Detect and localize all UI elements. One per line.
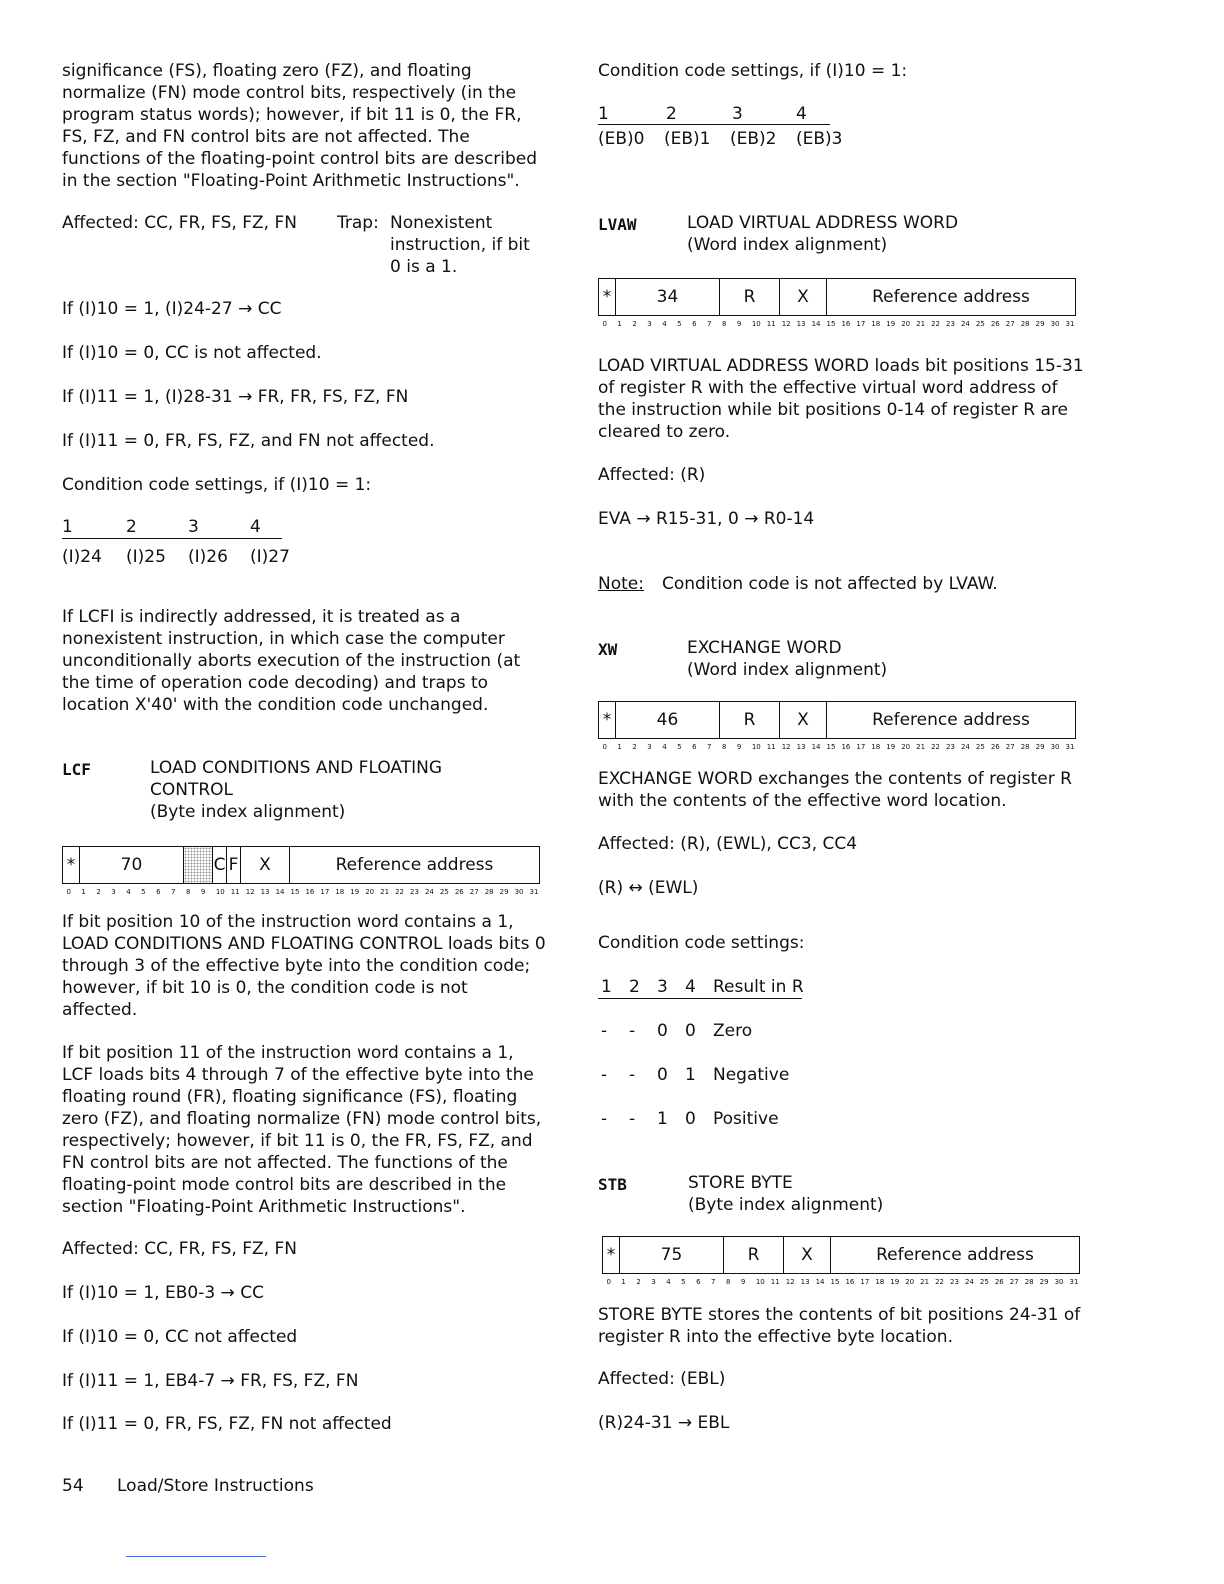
bit-number: 10 (755, 1278, 765, 1286)
xw-cc-row1-c1: - (601, 1021, 608, 1041)
xw-reference-address: Reference address (826, 702, 1075, 738)
xw-cc-row3-c4: 0 (685, 1109, 696, 1129)
bit-number: 10 (751, 743, 761, 751)
bit-number: 20 (905, 1278, 915, 1286)
bit-number: 21 (380, 888, 390, 896)
bit-number: 31 (1065, 320, 1075, 328)
xw-cc-row3-c1: - (601, 1109, 608, 1129)
lvaw-opcode: 34 (615, 279, 719, 315)
bit-number: 0 (606, 1278, 611, 1286)
bit-number: 23 (950, 1278, 959, 1286)
bit-number: 1 (81, 888, 86, 896)
lcf-affected: Affected: CC, FR, FS, FZ, FN (62, 1239, 297, 1259)
intro-paragraph: significance (FS), floating zero (FZ), and floating normalize (FN) mode control bits, respectively (in the program status words); however, if bit 11 is 0, the FR, FS, FZ, and FN control bits are not affected. The functions of the floating-point control bits are described in the section "Floating-Point Arithmetic Instructions". (62, 61, 538, 191)
lcf-cc-col-3: 3 (732, 104, 743, 124)
lcf-cc-val-3: (EB)2 (730, 129, 777, 149)
bit-number: 10 (215, 888, 225, 896)
bit-number: 17 (856, 743, 866, 751)
bit-number: 9 (736, 320, 742, 328)
xw-indirect-bit: * (602, 710, 612, 730)
lvaw-bit-scale (598, 320, 1076, 330)
bit-number: 9 (200, 888, 206, 896)
bit-number: 12 (781, 743, 791, 751)
footer-section-title: Load/Store Instructions (117, 1476, 314, 1496)
bit-number: 11 (770, 1278, 780, 1286)
lvaw-note: Condition code is not affected by LVAW. (662, 574, 998, 594)
bit-number: 4 (666, 1278, 671, 1286)
bit-number: 15 (830, 1278, 840, 1286)
bit-number: 21 (916, 320, 926, 328)
xw-mnemonic: XW (598, 640, 618, 659)
bit-number: 20 (365, 888, 375, 896)
bit-number: 7 (707, 743, 712, 751)
bit-number: 0 (602, 743, 607, 751)
cc-col-3: 3 (188, 517, 199, 537)
bit-number: 27 (1005, 743, 1015, 751)
lcf-index-field: X (240, 847, 289, 883)
affected-line: Affected: CC, FR, FS, FZ, FN (62, 213, 297, 233)
bit-number: 22 (395, 888, 405, 896)
stb-index-field: X (783, 1237, 830, 1273)
bit-number: 23 (410, 888, 419, 896)
stb-title: STORE BYTE (688, 1173, 793, 1193)
bit-number: 6 (156, 888, 161, 896)
xw-cc-header-3: 3 (657, 977, 668, 997)
footer-link-underline (126, 1556, 266, 1557)
bit-number: 5 (677, 320, 682, 328)
bit-number: 3 (647, 320, 652, 328)
bit-number: 24 (424, 888, 434, 896)
cc-val-3: (I)26 (188, 547, 228, 567)
xw-register-field: R (719, 702, 779, 738)
xw-cc-heading: Condition code settings: (598, 933, 805, 953)
bit-number: 13 (796, 743, 806, 751)
bit-number: 12 (785, 1278, 795, 1286)
equation-2: If (I)10 = 0, CC is not affected. (62, 343, 322, 363)
lvaw-instruction-format (598, 278, 1076, 316)
bit-number: 2 (632, 743, 637, 751)
lcfi-indirect-paragraph: If LCFI is indirectly addressed, it is treated as a nonexistent instruction, in which case the computer unconditionally aborts execution of the instruction (at the time of operation code decoding) and traps to location X'40' with the condition code unchanged. (62, 607, 521, 715)
lcf-equation-4: If (I)11 = 0, FR, FS, FZ, FN not affected (62, 1414, 392, 1434)
lcf-bit-scale (62, 888, 540, 898)
bit-number: 8 (721, 743, 727, 751)
xw-cc-header-2: 2 (629, 977, 640, 997)
lcf-mnemonic: LCF (62, 760, 91, 779)
bit-number: 25 (975, 743, 985, 751)
lcf-cc-col-4: 4 (796, 104, 807, 124)
bit-number: 21 (920, 1278, 930, 1286)
bit-number: 3 (651, 1278, 656, 1286)
cc-col-1: 1 (62, 517, 73, 537)
bit-number: 29 (1035, 743, 1045, 751)
bit-number: 26 (990, 743, 1000, 751)
bit-number: 0 (602, 320, 607, 328)
bit-number: 20 (901, 743, 911, 751)
bit-number: 19 (890, 1278, 900, 1286)
cc-val-1: (I)24 (62, 547, 102, 567)
lcf-paragraph-1: If bit position 10 of the instruction word contains a 1, LOAD CONDITIONS AND FLOATING CONTROL loads bits 0 through 3 of the effective byte into the condition code; however, if bit 10 is 0, the condition code is not affected. (62, 912, 546, 1020)
bit-number: 18 (335, 888, 345, 896)
xw-bit-scale (598, 743, 1076, 753)
cc-heading: Condition code settings, if (I)10 = 1: (62, 475, 372, 495)
equation-3: If (I)11 = 1, (I)28-31 → FR, FR, FS, FZ, FN (62, 387, 409, 407)
xw-cc-header-4: 4 (685, 977, 696, 997)
bit-number: 4 (662, 743, 667, 751)
xw-equation: (R) ↔ (EWL) (598, 878, 699, 898)
bit-number: 10 (751, 320, 761, 328)
bit-number: 18 (871, 743, 881, 751)
bit-number: 5 (681, 1278, 686, 1286)
cc-val-4: (I)27 (250, 547, 290, 567)
bit-number: 29 (1039, 1278, 1049, 1286)
bit-number: 15 (826, 743, 836, 751)
stb-indirect-bit: * (606, 1245, 616, 1265)
xw-affected: Affected: (R), (EWL), CC3, CC4 (598, 834, 858, 854)
cc-val-2: (I)25 (126, 547, 166, 567)
bit-number: 2 (636, 1278, 641, 1286)
lvaw-equation: EVA → R15-31, 0 → R0-14 (598, 509, 815, 529)
bit-number: 6 (692, 320, 697, 328)
bit-number: 22 (931, 320, 941, 328)
bit-number: 15 (290, 888, 300, 896)
bit-number: 23 (946, 320, 955, 328)
bit-number: 24 (960, 320, 970, 328)
lvaw-reference-address: Reference address (826, 279, 1075, 315)
lvaw-affected: Affected: (R) (598, 465, 706, 485)
stb-affected: Affected: (EBL) (598, 1369, 726, 1389)
lcf-equation-3: If (I)11 = 1, EB4-7 → FR, FS, FZ, FN (62, 1371, 359, 1391)
equation-4: If (I)11 = 0, FR, FS, FZ, and FN not affected. (62, 431, 435, 451)
lcf-indirect-bit: * (66, 855, 76, 875)
bit-number: 7 (171, 888, 176, 896)
lvaw-paragraph: LOAD VIRTUAL ADDRESS WORD loads bit positions 15-31 of register R with the effective virtual word address of the instruction while bit positions 0-14 of register R are cleared to zero. (598, 356, 1084, 442)
bit-number: 4 (126, 888, 131, 896)
bit-number: 1 (617, 743, 622, 751)
stb-instruction-format (602, 1236, 1080, 1274)
stb-register-field: R (723, 1237, 783, 1273)
cc-col-2: 2 (126, 517, 137, 537)
stb-bit-scale (602, 1278, 1080, 1288)
bit-number: 18 (871, 320, 881, 328)
lcf-title-line-1: LOAD CONDITIONS AND FLOATING (150, 758, 442, 778)
bit-number: 24 (960, 743, 970, 751)
bit-number: 17 (856, 320, 866, 328)
bit-number: 16 (841, 320, 851, 328)
bit-number: 31 (1065, 743, 1075, 751)
lcf-f-bit: F (226, 847, 240, 883)
bit-number: 3 (111, 888, 116, 896)
bit-number: 14 (815, 1278, 825, 1286)
bit-number: 1 (621, 1278, 626, 1286)
bit-number: 27 (1005, 320, 1015, 328)
bit-number: 13 (796, 320, 806, 328)
bit-number: 12 (781, 320, 791, 328)
bit-number: 9 (736, 743, 742, 751)
bit-number: 26 (454, 888, 464, 896)
lcf-cc-heading: Condition code settings, if (I)10 = 1: (598, 61, 908, 81)
bit-number: 11 (766, 320, 776, 328)
bit-number: 24 (964, 1278, 974, 1286)
bit-number: 14 (275, 888, 285, 896)
lvaw-index-field: X (779, 279, 826, 315)
stb-alignment: (Byte index alignment) (688, 1195, 884, 1215)
bit-number: 13 (800, 1278, 810, 1286)
bit-number: 29 (499, 888, 509, 896)
equation-1: If (I)10 = 1, (I)24-27 → CC (62, 299, 282, 319)
bit-number: 19 (886, 743, 896, 751)
bit-number: 22 (935, 1278, 945, 1286)
xw-instruction-format (598, 701, 1076, 739)
bit-number: 7 (711, 1278, 716, 1286)
bit-number: 19 (350, 888, 360, 896)
lcf-paragraph-2: If bit position 11 of the instruction word contains a 1, LCF loads bits 4 through 7 of the effective byte into the floating round (FR), floating significance (FS), floating zero (FZ), and floating normalize (FN) mode control bits, respectively; however, if bit 11 is 0, the FR, FS, FZ, and FN control bits are not affected. The functions of the floating-point mode control bits are described in the section "Floating-Point Arithmetic Instructions". (62, 1043, 542, 1217)
bit-number: 29 (1035, 320, 1045, 328)
bit-number: 2 (632, 320, 637, 328)
lcf-cc-val-1: (EB)0 (598, 129, 645, 149)
page-number: 54 (62, 1476, 84, 1496)
bit-number: 30 (1050, 320, 1060, 328)
xw-cc-row1-c2: - (629, 1021, 636, 1041)
lcf-reference-address: Reference address (289, 847, 539, 883)
bit-number: 23 (946, 743, 955, 751)
bit-number: 8 (721, 320, 727, 328)
bit-number: 5 (677, 743, 682, 751)
lvaw-indirect-bit: * (602, 287, 612, 307)
xw-cc-row2-c4: 1 (685, 1065, 696, 1085)
bit-number: 26 (994, 1278, 1004, 1286)
lcf-cc-val-2: (EB)1 (664, 129, 711, 149)
cc-table-rule (62, 538, 282, 539)
bit-number: 13 (260, 888, 270, 896)
stb-equation: (R)24-31 → EBL (598, 1413, 730, 1433)
xw-cc-row1-result: Zero (713, 1021, 753, 1041)
cc-col-4: 4 (250, 517, 261, 537)
stb-opcode: 75 (619, 1237, 723, 1273)
bit-number: 25 (975, 320, 985, 328)
lvaw-title: LOAD VIRTUAL ADDRESS WORD (687, 213, 959, 233)
xw-cc-header-1: 1 (601, 977, 612, 997)
xw-opcode: 46 (615, 702, 719, 738)
trap-text: Nonexistent instruction, if bit 0 is a 1. (390, 213, 530, 277)
xw-alignment: (Word index alignment) (687, 660, 888, 680)
bit-number: 14 (811, 320, 821, 328)
bit-number: 6 (696, 1278, 701, 1286)
xw-cc-row2-c2: - (629, 1065, 636, 1085)
lcf-title-line-2: CONTROL (150, 780, 234, 800)
bit-number: 5 (141, 888, 146, 896)
bit-number: 31 (1069, 1278, 1079, 1286)
bit-number: 8 (725, 1278, 731, 1286)
bit-number: 14 (811, 743, 821, 751)
bit-number: 12 (245, 888, 255, 896)
bit-number: 11 (766, 743, 776, 751)
xw-cc-row1-c3: 0 (657, 1021, 668, 1041)
stb-paragraph: STORE BYTE stores the contents of bit positions 24-31 of register R into the effective byte location. (598, 1305, 1081, 1347)
lcf-cc-val-4: (EB)3 (796, 129, 843, 149)
lvaw-alignment: (Word index alignment) (687, 235, 888, 255)
bit-number: 7 (707, 320, 712, 328)
bit-number: 25 (439, 888, 449, 896)
bit-number: 27 (1009, 1278, 1019, 1286)
bit-number: 30 (514, 888, 524, 896)
lcf-unused-bits (183, 847, 212, 883)
bit-number: 28 (1020, 320, 1030, 328)
xw-cc-table-rule (598, 998, 802, 999)
bit-number: 4 (662, 320, 667, 328)
stb-reference-address: Reference address (830, 1237, 1079, 1273)
bit-number: 27 (469, 888, 479, 896)
bit-number: 28 (1020, 743, 1030, 751)
bit-number: 25 (979, 1278, 989, 1286)
bit-number: 17 (860, 1278, 870, 1286)
lcf-cc-col-2: 2 (666, 104, 677, 124)
lcf-equation-2: If (I)10 = 0, CC not affected (62, 1327, 298, 1347)
lcf-cc-col-1: 1 (598, 104, 609, 124)
xw-cc-row3-c3: 1 (657, 1109, 668, 1129)
bit-number: 9 (740, 1278, 746, 1286)
lcf-equation-1: If (I)10 = 1, EB0-3 → CC (62, 1283, 264, 1303)
lvaw-note-label: Note: (598, 574, 644, 594)
bit-number: 18 (875, 1278, 885, 1286)
bit-number: 1 (617, 320, 622, 328)
bit-number: 6 (692, 743, 697, 751)
bit-number: 20 (901, 320, 911, 328)
bit-number: 16 (841, 743, 851, 751)
bit-number: 30 (1050, 743, 1060, 751)
lvaw-mnemonic: LVAW (598, 215, 637, 234)
xw-cc-row2-result: Negative (713, 1065, 790, 1085)
bit-number: 2 (96, 888, 101, 896)
bit-number: 8 (185, 888, 191, 896)
lcf-instruction-format (62, 846, 540, 884)
xw-paragraph: EXCHANGE WORD exchanges the contents of register R with the contents of the effective word location. (598, 769, 1072, 811)
bit-number: 0 (66, 888, 71, 896)
bit-number: 28 (484, 888, 494, 896)
trap-label: Trap: (337, 213, 379, 233)
xw-title: EXCHANGE WORD (687, 638, 842, 658)
bit-number: 28 (1024, 1278, 1034, 1286)
bit-number: 17 (320, 888, 330, 896)
stb-mnemonic: STB (598, 1175, 627, 1194)
xw-cc-header-result: Result in R (713, 977, 804, 997)
xw-cc-row3-result: Positive (713, 1109, 779, 1129)
bit-number: 22 (931, 743, 941, 751)
xw-cc-row3-c2: - (629, 1109, 636, 1129)
xw-cc-row2-c1: - (601, 1065, 608, 1085)
bit-number: 16 (845, 1278, 855, 1286)
bit-number: 21 (916, 743, 926, 751)
xw-cc-row2-c3: 0 (657, 1065, 668, 1085)
bit-number: 31 (529, 888, 539, 896)
bit-number: 19 (886, 320, 896, 328)
lcf-opcode: 70 (79, 847, 183, 883)
xw-cc-row1-c4: 0 (685, 1021, 696, 1041)
bit-number: 16 (305, 888, 315, 896)
xw-index-field: X (779, 702, 826, 738)
lcf-alignment: (Byte index alignment) (150, 802, 346, 822)
lcf-c-bit: C (212, 847, 226, 883)
bit-number: 3 (647, 743, 652, 751)
bit-number: 30 (1054, 1278, 1064, 1286)
bit-number: 11 (230, 888, 240, 896)
bit-number: 26 (990, 320, 1000, 328)
lvaw-register-field: R (719, 279, 779, 315)
bit-number: 15 (826, 320, 836, 328)
